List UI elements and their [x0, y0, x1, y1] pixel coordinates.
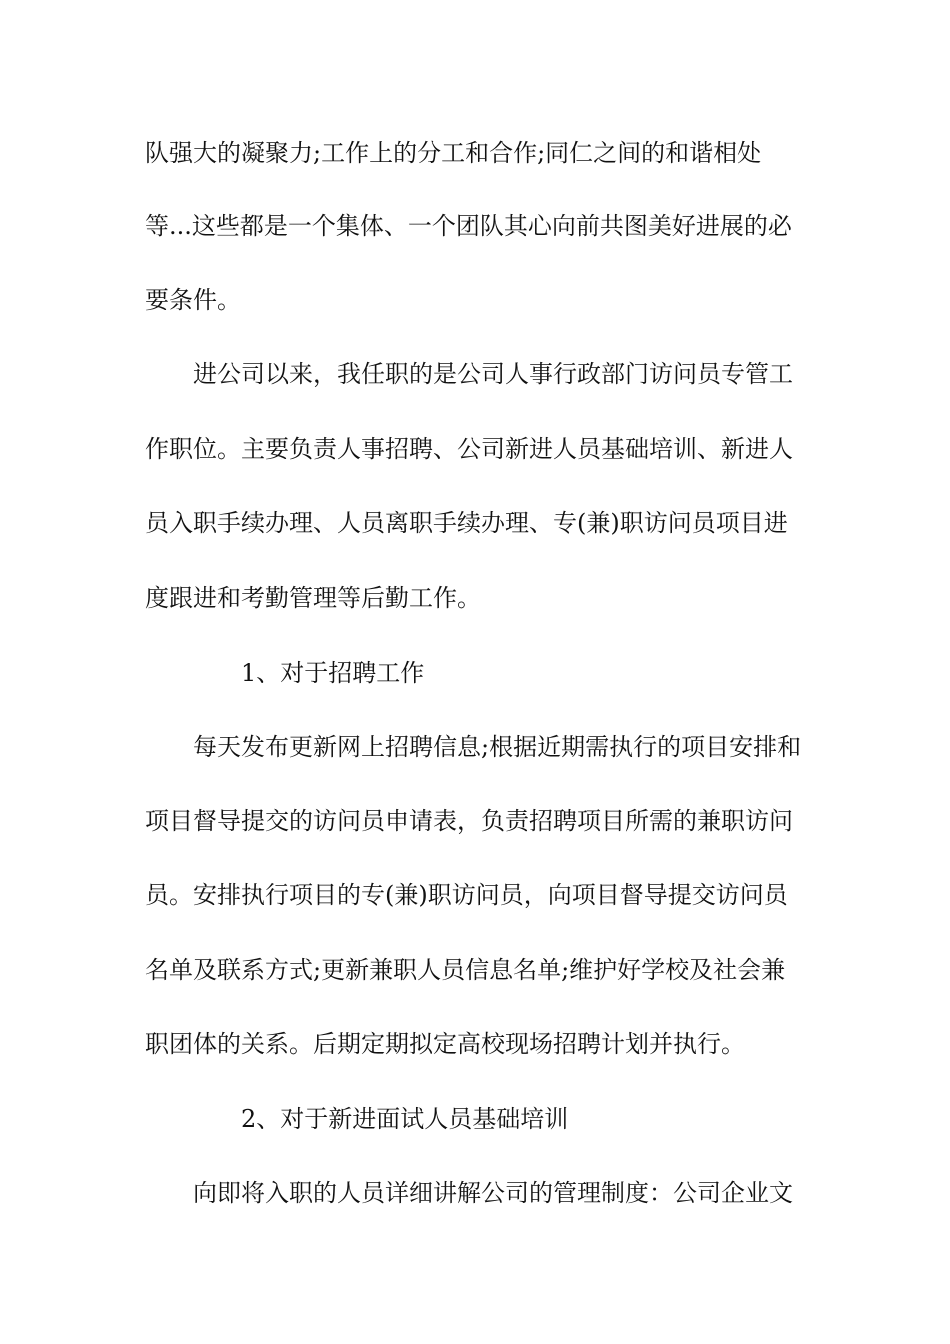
paragraph-line: 员入职手续办理、人员离职手续办理、专(兼)职访问员项目进	[145, 509, 788, 537]
paragraph-line: 员。安排执行项目的专(兼)职访问员，向项目督导提交访问员	[145, 881, 788, 909]
paragraph-line: 职团体的关系。后期定期拟定高校现场招聘计划并执行。	[145, 1030, 745, 1058]
paragraph-line: 等...这些都是一个集体、一个团队其心向前共图美好进展的必	[145, 212, 792, 240]
paragraph-line: 度跟进和考勤管理等后勤工作。	[145, 584, 481, 612]
section-heading: 2、对于新进面试人员基础培训	[241, 1105, 569, 1133]
paragraph-line: 名单及联系方式;更新兼职人员信息名单;维护好学校及社会兼	[145, 956, 786, 984]
paragraph-line: 队强大的凝聚力;工作上的分工和合作;同仁之间的和谐相处	[145, 139, 762, 167]
paragraph-line: 要条件。	[145, 286, 241, 314]
section-heading: 1、对于招聘工作	[241, 659, 425, 687]
paragraph-line: 每天发布更新网上招聘信息;根据近期需执行的项目安排和	[193, 733, 802, 761]
paragraph-line: 作职位。主要负责人事招聘、公司新进人员基础培训、新进人	[145, 435, 793, 463]
paragraph-line: 项目督导提交的访问员申请表，负责招聘项目所需的兼职访问	[145, 807, 793, 835]
paragraph-line: 向即将入职的人员详细讲解公司的管理制度：公司企业文	[193, 1179, 793, 1207]
paragraph-line: 进公司以来，我任职的是公司人事行政部门访问员专管工	[193, 360, 793, 388]
